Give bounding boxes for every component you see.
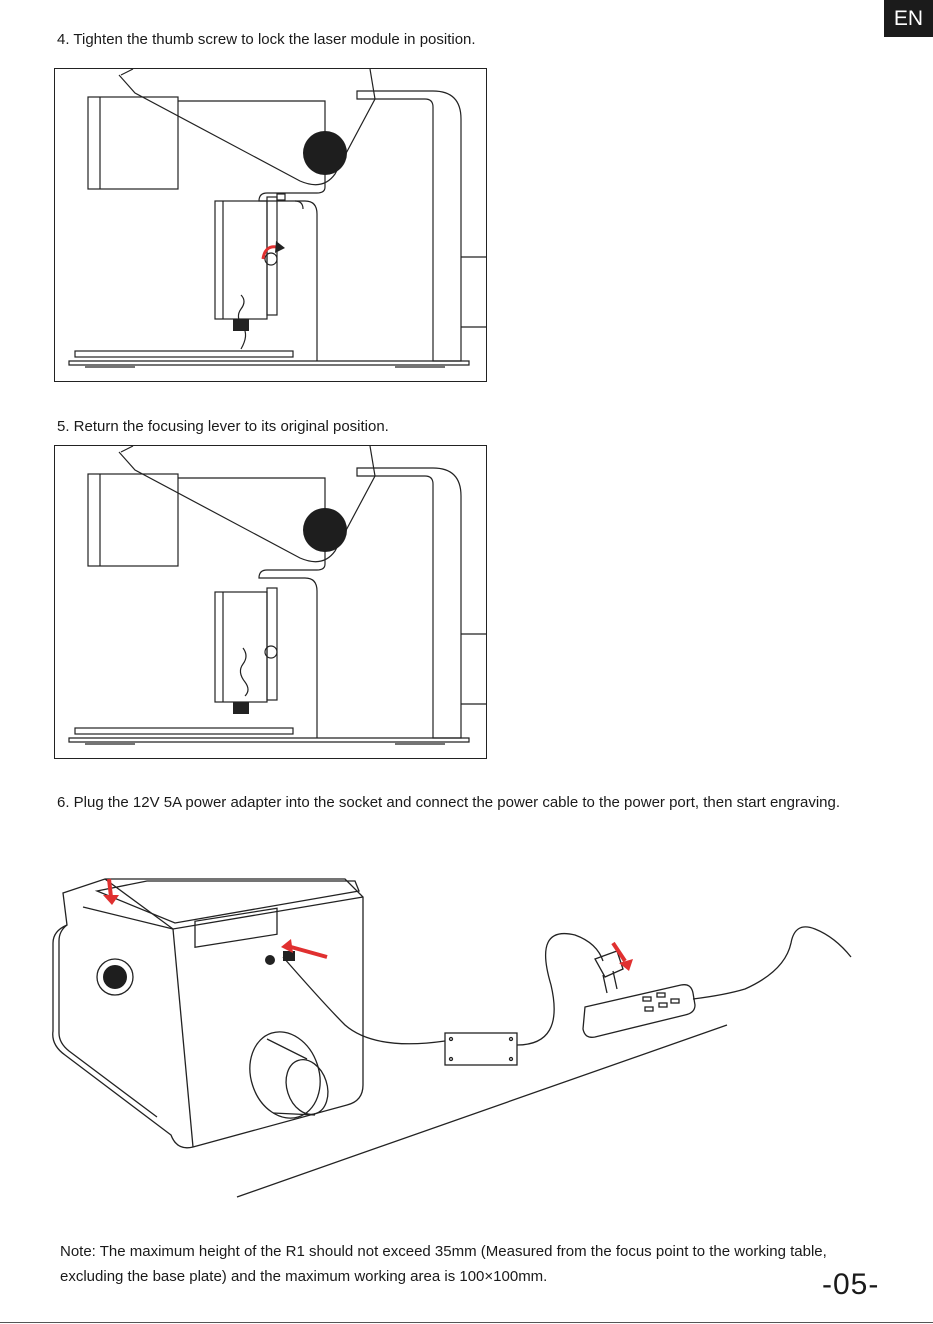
arrow-icon	[109, 879, 111, 897]
language-badge: EN	[884, 0, 933, 37]
figure-return-focusing-lever	[54, 445, 487, 759]
rotate-arrow-icon	[275, 241, 285, 253]
footer-divider	[0, 1322, 933, 1323]
page-number: -05-	[822, 1268, 880, 1301]
machine-side-view-illustration	[55, 69, 486, 381]
step-4-text: 4. Tighten the thumb screw to lock the laser module in position.	[57, 31, 476, 48]
arrow-icon	[103, 895, 119, 905]
power-setup-illustration	[45, 865, 865, 1205]
step-6-text: 6. Plug the 12V 5A power adapter into the socket and connect the power cable to the power port, then start engraving.	[57, 794, 841, 811]
step-5-text: 5. Return the focusing lever to its original position.	[57, 418, 389, 435]
front-knob-icon	[103, 965, 127, 989]
arrow-icon	[291, 947, 327, 957]
figure-tighten-thumb-screw	[54, 68, 487, 382]
machine-side-view-illustration	[55, 446, 486, 758]
arrow-icon	[281, 939, 293, 953]
thumb-knob-icon	[303, 131, 347, 175]
thumb-knob-icon	[303, 508, 347, 552]
figure-power-connection	[45, 865, 865, 1205]
note-text: Note: The maximum height of the R1 should not exceed 35mm (Measured from the focus point to the working table, excluding the base plate) and the maximum working area is 100×100mm.	[60, 1243, 827, 1285]
